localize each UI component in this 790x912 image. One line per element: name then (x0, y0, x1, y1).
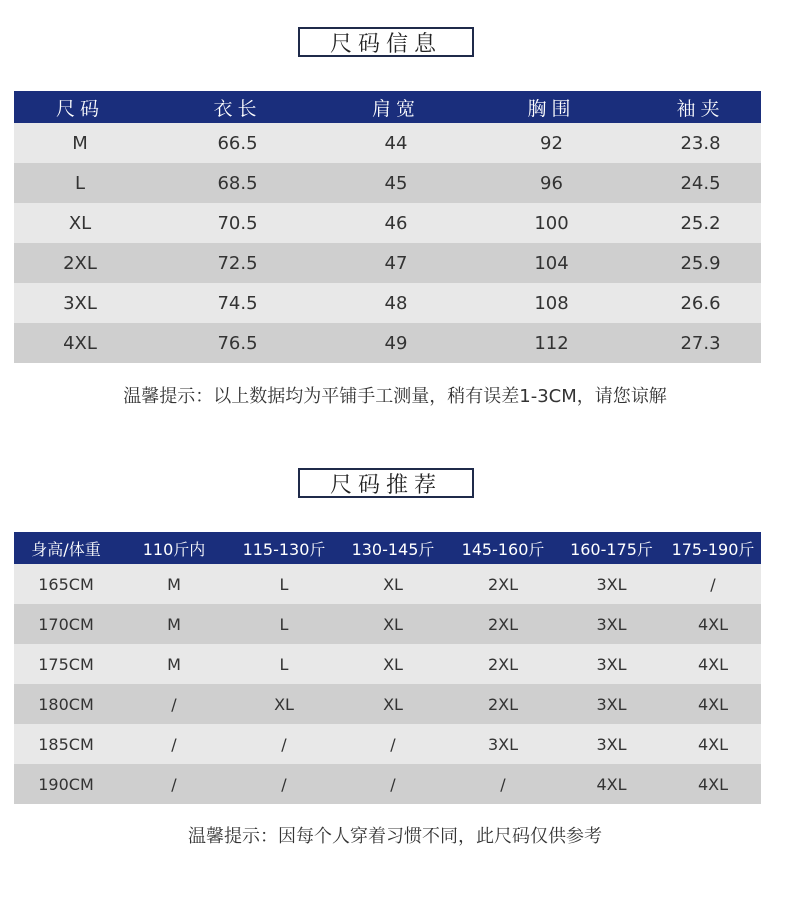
column-header: 衣长 (146, 91, 329, 123)
table-cell: 45 (329, 163, 463, 203)
size-recommend-note: 温馨提示：因每个人穿着习惯不同，此尺码仅供参考 (188, 826, 602, 847)
table-cell: 96 (463, 163, 640, 203)
table-cell: XL (338, 684, 448, 724)
column-header: 175-190斤 (665, 532, 761, 564)
table-cell: 104 (463, 243, 640, 283)
table-cell: / (230, 724, 338, 764)
table-cell: XL (338, 644, 448, 684)
table-cell: 100 (463, 203, 640, 243)
table-cell: XL (230, 684, 338, 724)
table-cell: 76.5 (146, 323, 329, 363)
table-row (14, 203, 761, 243)
table-cell: 4XL (665, 604, 761, 644)
table-cell: / (665, 564, 761, 604)
table-cell: XL (338, 564, 448, 604)
table-cell: 4XL (558, 764, 665, 804)
table-cell: 4XL (665, 724, 761, 764)
table-cell: 170CM (14, 604, 118, 644)
table-row (14, 243, 761, 283)
table-cell: 68.5 (146, 163, 329, 203)
table-cell: / (230, 764, 338, 804)
table-cell: 2XL (448, 644, 558, 684)
table-cell: 26.6 (640, 283, 761, 323)
table-cell: 3XL (558, 564, 665, 604)
table-cell: 44 (329, 123, 463, 163)
table-cell: L (230, 644, 338, 684)
table-cell: 112 (463, 323, 640, 363)
table-row (14, 163, 761, 203)
table-row (14, 724, 761, 764)
table-cell: 4XL (14, 323, 146, 363)
table-cell: M (118, 604, 230, 644)
column-header: 115-130斤 (230, 532, 338, 564)
table-cell: 175CM (14, 644, 118, 684)
table-cell: M (14, 123, 146, 163)
table-cell: 27.3 (640, 323, 761, 363)
table-row (14, 564, 761, 604)
table-cell: 72.5 (146, 243, 329, 283)
table-cell: 3XL (558, 644, 665, 684)
table-cell: 4XL (665, 644, 761, 684)
table-cell: 180CM (14, 684, 118, 724)
table-cell: 3XL (14, 283, 146, 323)
table-cell: / (118, 684, 230, 724)
table-cell: / (448, 764, 558, 804)
table-cell: M (118, 644, 230, 684)
table-cell: 2XL (448, 604, 558, 644)
table-row (14, 764, 761, 804)
table-cell: 25.2 (640, 203, 761, 243)
table-cell: L (14, 163, 146, 203)
table-cell: 25.9 (640, 243, 761, 283)
table-cell: / (118, 724, 230, 764)
table-cell: 3XL (558, 604, 665, 644)
table-cell: 2XL (448, 684, 558, 724)
table-cell: XL (14, 203, 146, 243)
table-row (14, 644, 761, 684)
size-info-header (14, 91, 761, 123)
table-cell: 92 (463, 123, 640, 163)
table-cell: 4XL (665, 684, 761, 724)
table-cell: 74.5 (146, 283, 329, 323)
table-row (14, 684, 761, 724)
table-cell: 66.5 (146, 123, 329, 163)
table-cell: 4XL (665, 764, 761, 804)
table-row (14, 123, 761, 163)
table-cell: L (230, 604, 338, 644)
table-cell: 70.5 (146, 203, 329, 243)
column-header: 尺码 (14, 91, 146, 123)
column-header: 160-175斤 (558, 532, 665, 564)
size-recommend-title: 尺码推荐 (298, 468, 474, 498)
column-header: 身高/体重 (14, 532, 118, 564)
table-cell: 3XL (448, 724, 558, 764)
size-recommend-body (14, 564, 761, 804)
table-cell: 24.5 (640, 163, 761, 203)
table-row (14, 283, 761, 323)
table-cell: L (230, 564, 338, 604)
table-cell: / (338, 764, 448, 804)
size-info-title: 尺码信息 (298, 27, 474, 57)
table-cell: 47 (329, 243, 463, 283)
table-row (14, 604, 761, 644)
size-recommend-header (14, 532, 761, 564)
table-cell: 2XL (14, 243, 146, 283)
table-cell: 48 (329, 283, 463, 323)
table-cell: 23.8 (640, 123, 761, 163)
column-header: 110斤内 (118, 532, 230, 564)
size-info-body (14, 123, 761, 363)
size-info-table (14, 91, 761, 363)
table-cell: XL (338, 604, 448, 644)
table-cell: 165CM (14, 564, 118, 604)
table-cell: 46 (329, 203, 463, 243)
size-recommend-table (14, 532, 761, 804)
column-header: 145-160斤 (448, 532, 558, 564)
table-cell: 108 (463, 283, 640, 323)
table-cell: 49 (329, 323, 463, 363)
column-header: 胸围 (463, 91, 640, 123)
size-info-note: 温馨提示：以上数据均为平铺手工测量，稍有误差1-3CM，请您谅解 (123, 386, 667, 407)
table-cell: 3XL (558, 724, 665, 764)
column-header: 肩宽 (329, 91, 463, 123)
table-cell: 185CM (14, 724, 118, 764)
table-cell: / (118, 764, 230, 804)
table-cell: 3XL (558, 684, 665, 724)
column-header: 130-145斤 (338, 532, 448, 564)
table-cell: 2XL (448, 564, 558, 604)
table-cell: M (118, 564, 230, 604)
column-header: 袖夹 (640, 91, 761, 123)
table-cell: / (338, 724, 448, 764)
table-cell: 190CM (14, 764, 118, 804)
table-row (14, 323, 761, 363)
